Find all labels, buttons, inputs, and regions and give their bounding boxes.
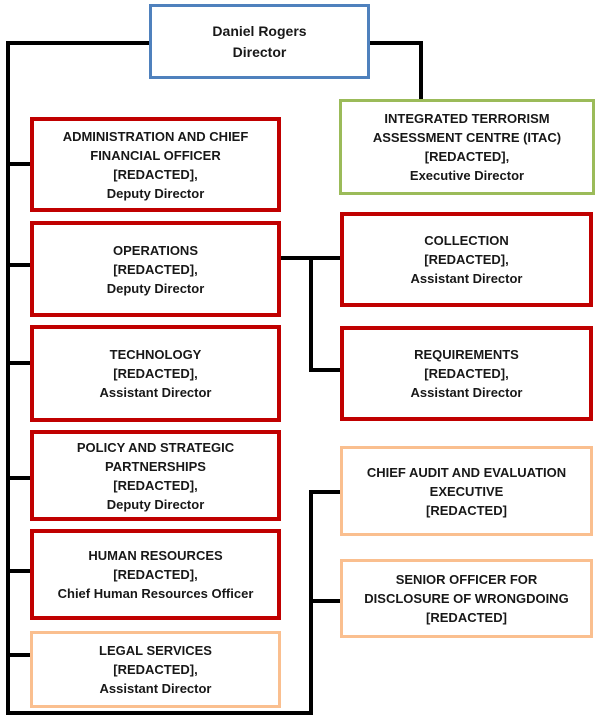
unit-title: CHIEF AUDIT AND EVALUATION EXECUTIVE bbox=[366, 464, 567, 499]
connector-left-rail bbox=[6, 41, 10, 715]
org-node-administration bbox=[30, 117, 281, 212]
org-node-legal-services bbox=[30, 631, 281, 708]
person-role: Executive Director bbox=[409, 168, 525, 183]
connector-stub-policy bbox=[6, 476, 32, 480]
connector-stub-requirements bbox=[309, 368, 342, 372]
unit-title: OPERATIONS bbox=[113, 242, 198, 258]
unit-title: REQUIREMENTS bbox=[414, 347, 519, 362]
org-node-itac bbox=[339, 99, 595, 195]
unit-title: TECHNOLOGY bbox=[109, 347, 202, 362]
connector-itac-drop bbox=[419, 41, 423, 99]
unit-title: LEGAL SERVICES bbox=[99, 643, 212, 658]
person-name: [REDACTED], bbox=[113, 366, 198, 381]
unit-title: SENIOR OFFICER FOR DISCLOSURE OF WRONGDOING bbox=[364, 572, 569, 606]
connector-stub-legal bbox=[6, 653, 32, 657]
person-role: Deputy Director bbox=[106, 496, 205, 512]
connector-stub-operations bbox=[6, 263, 32, 267]
person-role: Assistant Director bbox=[99, 385, 212, 400]
org-node-human-resources bbox=[30, 529, 281, 620]
person-role: Assistant Director bbox=[410, 271, 523, 286]
person-name: [REDACTED], bbox=[424, 252, 509, 267]
person-name: [REDACTED], bbox=[113, 477, 198, 493]
connector-operations-branch bbox=[309, 256, 313, 372]
person-role: Deputy Director bbox=[106, 280, 205, 296]
connector-stub-technology bbox=[6, 361, 32, 365]
connector-director-right bbox=[370, 41, 423, 45]
person-name: [REDACTED] bbox=[426, 610, 507, 625]
org-node-collection bbox=[340, 212, 593, 307]
org-node-operations bbox=[30, 221, 281, 317]
connector-stub-disclosure bbox=[309, 599, 342, 603]
person-role: Director bbox=[232, 43, 287, 60]
org-node-requirements bbox=[340, 326, 593, 421]
person-name: [REDACTED] bbox=[426, 502, 507, 518]
person-name: [REDACTED], bbox=[424, 149, 510, 164]
unit-title: HUMAN RESOURCES bbox=[88, 548, 223, 563]
org-node-disclosure-officer bbox=[340, 559, 593, 638]
person-role: Chief Human Resources Officer bbox=[57, 586, 254, 601]
org-node-director bbox=[149, 4, 370, 79]
person-name: [REDACTED], bbox=[113, 166, 198, 182]
unit-title: POLICY AND STRATEGIC PARTNERSHIPS bbox=[76, 439, 235, 474]
person-name: [REDACTED], bbox=[113, 662, 198, 677]
person-name: [REDACTED], bbox=[113, 567, 198, 582]
person-name: Daniel Rogers bbox=[212, 22, 307, 39]
person-role: Assistant Director bbox=[410, 385, 523, 400]
person-role: Deputy Director bbox=[106, 185, 205, 201]
connector-director-left bbox=[6, 41, 150, 45]
connector-stub-hr bbox=[6, 569, 32, 573]
person-name: [REDACTED], bbox=[424, 366, 509, 381]
org-node-policy bbox=[30, 430, 281, 521]
org-node-technology bbox=[30, 325, 281, 422]
connector-bottom-rail bbox=[6, 711, 313, 715]
person-role: Assistant Director bbox=[99, 681, 212, 696]
org-node-chief-audit bbox=[340, 446, 593, 536]
unit-title: INTEGRATED TERRORISM ASSESSMENT CENTRE (ITAC) bbox=[372, 111, 562, 145]
unit-title: ADMINISTRATION AND CHIEF FINANCIAL OFFICER bbox=[62, 128, 249, 163]
unit-title: COLLECTION bbox=[424, 233, 509, 248]
connector-stub-admin bbox=[6, 162, 32, 166]
connector-stub-audit bbox=[309, 490, 342, 494]
person-name: [REDACTED], bbox=[113, 261, 198, 277]
